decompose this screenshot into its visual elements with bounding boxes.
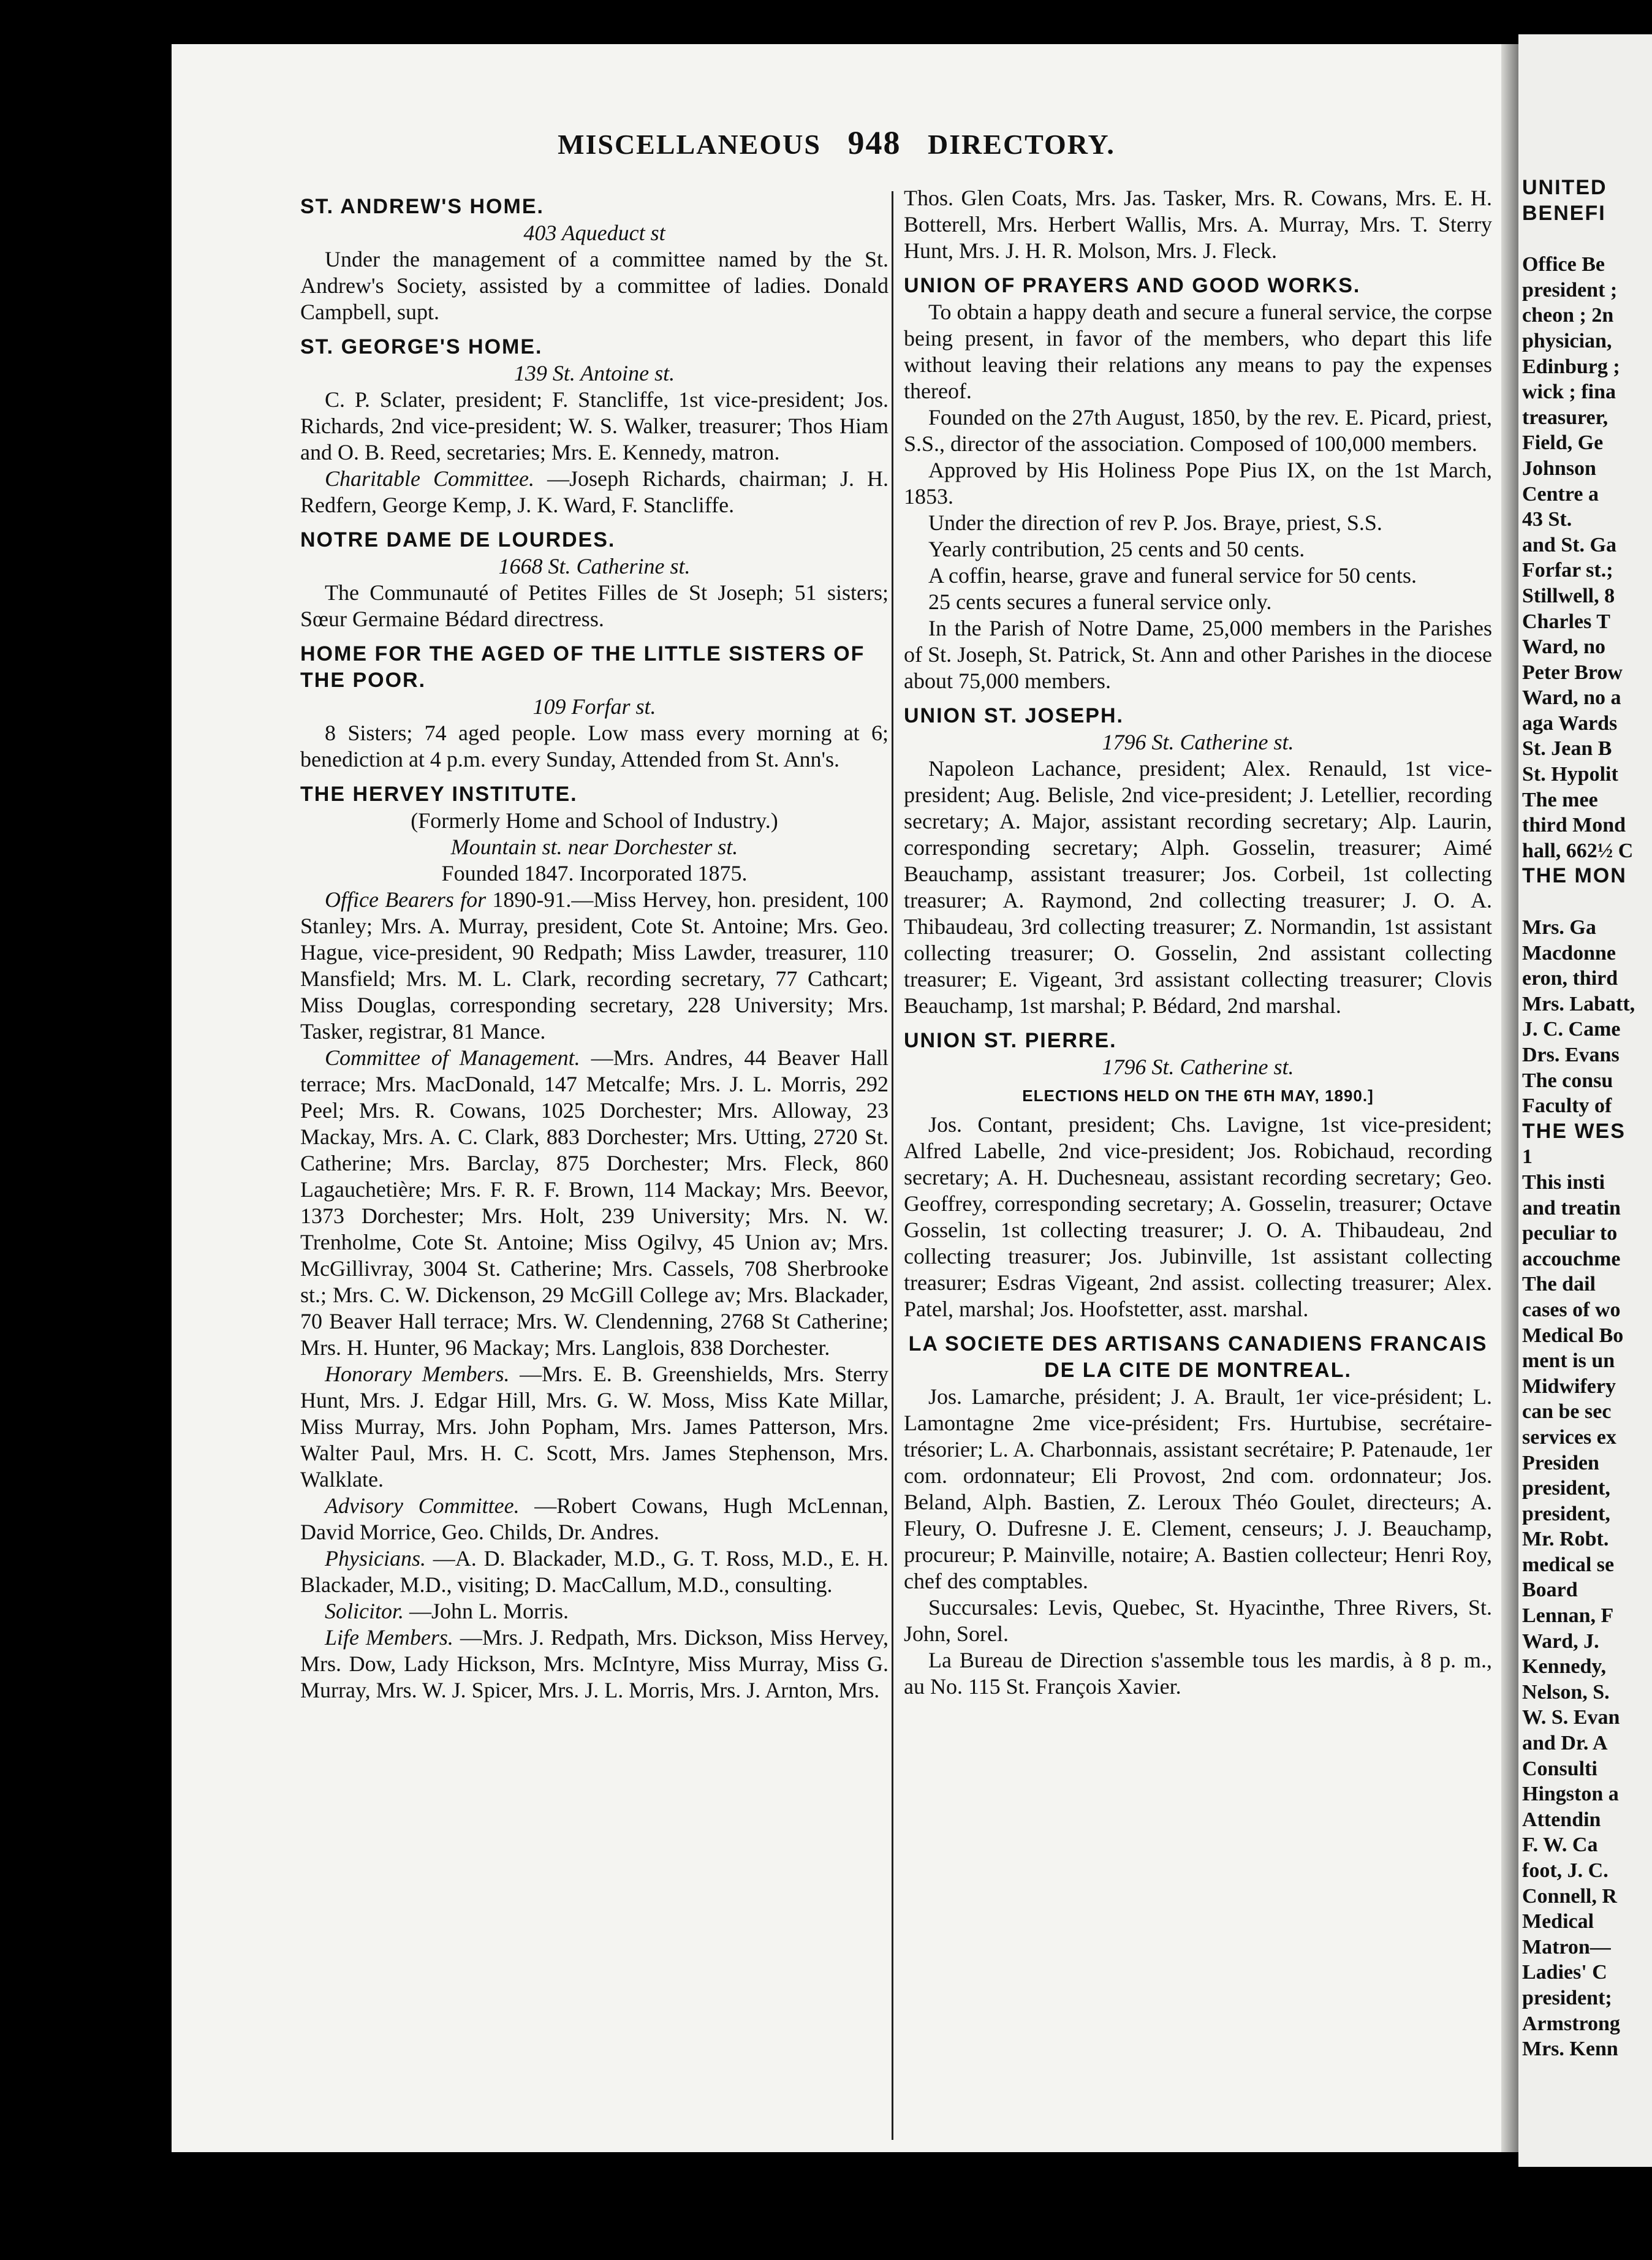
page-edge bbox=[1501, 44, 1518, 2152]
paragraph bbox=[904, 185, 1492, 264]
fragment-line: Edinburg ; bbox=[1522, 355, 1620, 378]
paragraph-text: Under the direction of rev P. Jos. Braye, priest, S.S. bbox=[928, 510, 1382, 535]
fragment-line: W. S. Evan bbox=[1522, 1706, 1620, 1729]
section-address bbox=[300, 694, 889, 720]
paragraph-text: Succursales: Levis, Quebec, St. Hyacinthe, Three Rivers, St. John, Sorel. bbox=[904, 1595, 1492, 1646]
paragraph bbox=[300, 246, 889, 325]
fragment-line: 1 bbox=[1522, 1145, 1533, 1169]
paragraph-text: 139 St. Antoine st. bbox=[513, 361, 675, 385]
centered-line bbox=[300, 860, 889, 887]
paragraph-text: C. P. Sclater, president; F. Stancliffe, 1st vice-president; Jos. Richards, 2nd vice-president; W. S. Walker, treasurer; Thos Hiam and O. B. Reed, secretaries; Mrs. E. Kennedy, matron. bbox=[300, 387, 889, 465]
paragraph-lead: Charitable Committee. bbox=[325, 466, 534, 491]
fragment-line: Presiden bbox=[1522, 1451, 1599, 1474]
fragment-line: UNITED bbox=[1522, 176, 1607, 199]
paragraph-text: —Mrs. J. Redpath, Mrs. Dickson, Miss Hervey, Mrs. Dow, Lady Hickson, Mrs. McIntyre, Miss Murray, Miss G. Murray, Mrs. W. J. Spicer, Mrs. J. L. Morris, Mrs. J. Arnton, Mrs. bbox=[300, 1625, 889, 1702]
section-address bbox=[904, 729, 1492, 756]
centered-line bbox=[300, 808, 889, 834]
fragment-line: Midwifery bbox=[1522, 1375, 1616, 1398]
paragraph-text: 1890-91.—Miss Hervey, hon. president, 100 Stanley; Mrs. A. Murray, president, Cote St. Antoine; Mrs. Geo. Hague, vice-president, 90 Redpath; Miss Lawder, treasurer, 110 Mansfield; Mrs. M. L. Clark, recording secretary, 77 Cathcart; Miss Douglas, corresponding secretary, 228 University; Mrs. Tasker, registrar, 81 Mance. bbox=[300, 887, 889, 1044]
paragraph bbox=[300, 1598, 889, 1625]
fragment-line: F. W. Ca bbox=[1522, 1833, 1598, 1857]
fragment-line: J. C. Came bbox=[1522, 1018, 1621, 1041]
fragment-line: Consulti bbox=[1522, 1757, 1597, 1780]
paragraph-text: ST. GEORGE'S HOME. bbox=[300, 335, 543, 358]
paragraph-text: La Bureau de Direction s'assemble tous les mardis, à 8 p. m., au No. 115 St. François Xavier. bbox=[904, 1648, 1492, 1699]
fragment-line: medical se bbox=[1522, 1553, 1615, 1576]
fragment-line: The consu bbox=[1522, 1069, 1613, 1092]
fragment-line: Nelson, S. bbox=[1522, 1680, 1610, 1704]
header-right: DIRECTORY. bbox=[927, 129, 1115, 160]
fragment-line: Armstrong bbox=[1522, 2012, 1620, 2035]
fragment-line: The mee bbox=[1522, 788, 1598, 811]
fragment-line: Peter Brow bbox=[1522, 661, 1623, 684]
paragraph-lead: Honorary Members. bbox=[325, 1362, 510, 1386]
left-column bbox=[300, 185, 889, 1704]
fragment-line: ment is un bbox=[1522, 1349, 1615, 1373]
fragment-line: Hingston a bbox=[1522, 1783, 1619, 1806]
page-number: 948 bbox=[847, 124, 901, 161]
fragment-line: Drs. Evans bbox=[1522, 1044, 1620, 1066]
fragment-line: This insti bbox=[1522, 1170, 1605, 1194]
section-heading bbox=[300, 194, 889, 220]
fragment-line: president, bbox=[1522, 1502, 1610, 1525]
fragment-line: peculiar to bbox=[1522, 1222, 1618, 1245]
paragraph-lead: Solicitor. bbox=[325, 1599, 404, 1623]
section-heading bbox=[904, 1331, 1492, 1384]
section-heading bbox=[300, 527, 889, 553]
fragment-line: Office Be bbox=[1522, 253, 1605, 276]
fragment-line: Ward, J. bbox=[1522, 1629, 1599, 1653]
paragraph bbox=[904, 510, 1492, 536]
paragraph bbox=[300, 720, 889, 773]
paragraph-text: NOTRE DAME DE LOURDES. bbox=[300, 528, 616, 552]
section-address bbox=[300, 553, 889, 580]
fragment-gap bbox=[1518, 889, 1652, 915]
fragment-line: hall, 662½ C bbox=[1522, 839, 1634, 862]
paragraph-lead: Physicians. bbox=[325, 1546, 426, 1571]
paragraph-text: 1796 St. Catherine st. bbox=[1102, 730, 1294, 754]
paragraph-text: UNION OF PRAYERS AND GOOD WORKS. bbox=[904, 274, 1361, 297]
fragment-line: Kennedy, bbox=[1522, 1655, 1606, 1678]
paragraph bbox=[904, 563, 1492, 589]
fragment-line: president; bbox=[1522, 1986, 1612, 2009]
paragraph-text: —Mrs. E. B. Greenshields, Mrs. Sterry Hunt, Mrs. J. Edgar Hill, Mrs. G. W. Moss, Miss Kate Millar, Miss Murray, Mrs. John Popham, Mrs. James Patterson, Mrs. Walter Paul, Mrs. H. C. Scott, Mrs. James Stephenson, Mrs. Walklate. bbox=[300, 1362, 889, 1492]
paragraph-text: To obtain a happy death and secure a funeral service, the corpse being present, in favor of the members, who depart this life without leaving their relations any means to pay the expenses thereof. bbox=[904, 300, 1492, 403]
section-heading bbox=[904, 703, 1492, 729]
paragraph bbox=[300, 887, 889, 1045]
paragraph-text: —John L. Morris. bbox=[409, 1599, 569, 1623]
paragraph bbox=[904, 457, 1492, 510]
paragraph-text: HOME FOR THE AGED OF THE LITTLE SISTERS OF THE POOR. bbox=[300, 642, 865, 692]
fragment-line: THE WES bbox=[1522, 1119, 1626, 1143]
paragraph-text: Jos. Lamarche, président; J. A. Brault, 1er vice-président; L. Lamontagne 2me vice-président; Frs. Hurtubise, secrétaire-trésorier; L. A. Charbonnais, assistant secrétaire; P. Patenaude, 1er com. ordonnateur; Eli Provost, 2nd com. ordonnateur; Jos. Beland, Alph. Bastien, Z. Leroux Théo Goulet, directeurs; A. Fleury, O. Dufresne J. E. Clement, censeurs; J. J. Beauchamp, procureur; P. Mainville, notaire; A. Bastien collecteur; Henri Roy, chef des comptables. bbox=[904, 1384, 1492, 1593]
fragment-line: Medical Bo bbox=[1522, 1324, 1624, 1347]
fragment-line: Mrs. Ga bbox=[1522, 916, 1596, 939]
paragraph bbox=[904, 299, 1492, 404]
fragment-line: Lennan, F bbox=[1522, 1604, 1614, 1628]
fragment-line: St. Hypolit bbox=[1522, 763, 1618, 786]
paragraph-text: In the Parish of Notre Dame, 25,000 members in the Parishes of St. Joseph, St. Patrick, St. Ann and other Parishes in the diocese about 75,000 members. bbox=[904, 616, 1492, 693]
paragraph-text: The Communauté of Petites Filles de St Joseph; 51 sisters; Sœur Germaine Bédard directress. bbox=[300, 580, 889, 631]
fragment-line: cheon ; 2n bbox=[1522, 304, 1614, 327]
fragment-line: Ward, no a bbox=[1522, 686, 1621, 710]
paragraph-text: 8 Sisters; 74 aged people. Low mass every morning at 6; benediction at 4 p.m. every Sunday, Attended from St. Ann's. bbox=[300, 721, 889, 772]
paragraph bbox=[904, 756, 1492, 1019]
paragraph-text: 403 Aqueduct st bbox=[523, 221, 665, 245]
paragraph bbox=[904, 404, 1492, 457]
fragment-line: Mrs. Kenn bbox=[1522, 2038, 1618, 2061]
paragraph-lead: Committee of Management. bbox=[325, 1045, 580, 1070]
fragment-line: Faculty of bbox=[1522, 1094, 1612, 1118]
paragraph bbox=[300, 1045, 889, 1361]
section-heading bbox=[300, 781, 889, 808]
section-address bbox=[904, 1054, 1492, 1080]
section-address bbox=[300, 834, 889, 860]
fragment-line: services ex bbox=[1522, 1425, 1616, 1449]
paragraph-text: Thos. Glen Coats, Mrs. Jas. Tasker, Mrs. R. Cowans, Mrs. E. H. Botterell, Mrs. Herbert Wallis, Mrs. A. Murray, Mrs. T. Sterry Hunt, Mrs. J. H. R. Molson, Mrs. J. Fleck. bbox=[904, 186, 1492, 263]
paragraph bbox=[300, 466, 889, 518]
paragraph-text: —Mrs. Andres, 44 Beaver Hall terrace; Mrs. MacDonald, 147 Metcalfe; Mrs. J. L. Morris, 292 Peel; Mrs. R. Cowans, 1025 Dorchester; Mrs. Alloway, 23 Mackay, Mrs. A. C. Clark, 883 Dorchester; Mrs. Utting, 2720 St. Catherine; Mrs. Barclay, 875 Dorchester; Mrs. Fleck, 860 Lagauchetière; Mrs. F. R. F. Brown, 114 Mackay; Mrs. Beevor, 1373 Dorchester; Mrs. Holt, 239 University; Mrs. N. W. Trenholme, Cote St. Antoine; Miss Ogilvy, 45 Union av; Mrs. McGillivray, 3004 St. Catherine; Mrs. Cassels, 708 Sherbrooke st.; Mrs. C. W. Dickenson, 29 McGill College av; Mrs. Blackader, 70 Beaver Hall terrace; Mrs. W. Clendenning, 2768 St Catherine; Mrs. H. Hunter, 96 Mackay; Mrs. Langlois, 838 Dorchester. bbox=[300, 1045, 889, 1360]
paragraph bbox=[904, 536, 1492, 563]
fragment-line: Forfar st.; bbox=[1522, 559, 1613, 582]
fragment-line: Charles T bbox=[1522, 610, 1610, 633]
fragment-line: Ward, no bbox=[1522, 635, 1606, 659]
fragment-line: Board bbox=[1522, 1579, 1578, 1602]
paragraph bbox=[300, 1493, 889, 1545]
fragment-line: aga Wards bbox=[1522, 711, 1618, 735]
paragraph bbox=[300, 387, 889, 466]
section-heading bbox=[904, 1028, 1492, 1054]
column-rule bbox=[892, 191, 893, 2140]
section-address bbox=[300, 360, 889, 387]
paragraph-text: Napoleon Lachance, president; Alex. Renauld, 1st vice-president; Aug. Belisle, 2nd vice-president; J. Letellier, recording secretary; A. Major, assistant recording secretary; Alp. Laurin, corresponding secretary; Alph. Gosselin, treasurer; Aimé Beauchamp, assistant treasurer; Jos. Corbeil, 1st collecting treasurer; A. Raymond, 2nd collecting treasurer; J. O. A. Thibaudeau, 3rd collecting treasurer; Z. Normandin, 1st assistant collecting treasurer; O. Gosselin, 2nd assistant collecting treasurer; E. Vigeant, 3rd assistant collecting treasurer; Clovis Beauchamp, 1st marshal; P. Bédard, 2nd marshal. bbox=[904, 756, 1492, 1018]
fragment-line: president ; bbox=[1522, 278, 1618, 301]
paragraph bbox=[904, 1647, 1492, 1700]
fragment-line: Attendin bbox=[1522, 1808, 1601, 1831]
fragment-line: and Dr. A bbox=[1522, 1732, 1608, 1755]
paragraph-lead: Life Members. bbox=[325, 1625, 453, 1650]
paragraph-text: 1668 St. Catherine st. bbox=[498, 554, 691, 578]
paragraph-text: —Robert Cowans, Hugh McLennan, David Morrice, Geo. Childs, Dr. Andres. bbox=[300, 1493, 889, 1544]
fragment-line: foot, J. C. bbox=[1522, 1859, 1608, 1882]
paragraph bbox=[904, 615, 1492, 694]
fragment-line: Matron— bbox=[1522, 1935, 1611, 1959]
fragment-line: Centre a bbox=[1522, 482, 1599, 506]
paragraph-text: Yearly contribution, 25 cents and 50 cents. bbox=[928, 537, 1305, 561]
paragraph-text: 1796 St. Catherine st. bbox=[1102, 1055, 1294, 1079]
directory-page bbox=[172, 44, 1501, 2152]
fragment-line: cases of wo bbox=[1522, 1298, 1621, 1321]
fragment-line: The dail bbox=[1522, 1273, 1596, 1296]
paragraph-text: LA SOCIETE DES ARTISANS CANADIENS FRANCAIS DE LA CITE DE MONTREAL. bbox=[908, 1332, 1488, 1382]
paragraph-text: ELECTIONS HELD ON THE 6TH MAY, 1890.] bbox=[1022, 1086, 1374, 1105]
paragraph-text: A coffin, hearse, grave and funeral service for 50 cents. bbox=[928, 563, 1417, 588]
fragment-line: THE MON bbox=[1522, 864, 1627, 888]
fragment-line: can be sec bbox=[1522, 1400, 1612, 1424]
header-left: MISCELLANEOUS bbox=[558, 129, 821, 160]
fragment-line: St. Jean B bbox=[1522, 737, 1612, 760]
paragraph bbox=[300, 1545, 889, 1598]
paragraph-text: UNION ST. JOSEPH. bbox=[904, 704, 1124, 727]
adjacent-page-fragment bbox=[1518, 34, 1652, 2167]
paragraph-text: Founded on the 27th August, 1850, by the rev. E. Picard, priest, S.S., director of the association. Composed of 100,000 members. bbox=[904, 405, 1492, 456]
paragraph-text: ST. ANDREW'S HOME. bbox=[300, 195, 544, 218]
paragraph bbox=[904, 1595, 1492, 1647]
fragment-gap bbox=[1518, 226, 1652, 252]
right-column bbox=[904, 185, 1492, 1700]
paragraph-text: Jos. Contant, president; Chs. Lavigne, 1st vice-president; Alfred Labelle, 2nd vice-president; Jos. Robichaud, recording secretary; A. H. Duchesneau, assistant recording secretary; Geo. Geoffrey, corresponding secretary; A. Gosselin, treasurer; Octave Gosselin, 1st collecting treasurer; J. O. A. Thibaudeau, 2nd collecting treasurer; Jos. Jubinville, 1st assistant collecting treasurer; Esdras Vigeant, 2nd assist. collecting treasurer; Alex. Patel, marshal; Jos. Hoofstetter, asst. marshal. bbox=[904, 1112, 1492, 1321]
fragment-line: Stillwell, 8 bbox=[1522, 584, 1615, 607]
fragment-line: and treatin bbox=[1522, 1196, 1621, 1219]
paragraph-text: Mountain st. near Dorchester st. bbox=[450, 835, 738, 859]
fragment-line: Ladies' C bbox=[1522, 1961, 1607, 1984]
fragment-line: third Mond bbox=[1522, 814, 1626, 837]
paragraph-text: UNION ST. PIERRE. bbox=[904, 1029, 1117, 1052]
section-address bbox=[300, 220, 889, 246]
fragment-line: Mr. Robt. bbox=[1522, 1528, 1609, 1551]
fragment-line: accouchme bbox=[1522, 1247, 1621, 1270]
paragraph-text: THE HERVEY INSTITUTE. bbox=[300, 783, 578, 806]
fragment-line: Medical bbox=[1522, 1910, 1594, 1933]
paragraph-text: 25 cents secures a funeral service only. bbox=[928, 590, 1272, 614]
fragment-line: wick ; fina bbox=[1522, 381, 1616, 404]
paragraph bbox=[904, 589, 1492, 615]
section-heading bbox=[300, 641, 889, 694]
paragraph-text: Founded 1847. Incorporated 1875. bbox=[441, 861, 748, 885]
paragraph-lead: Advisory Committee. bbox=[325, 1493, 520, 1518]
paragraph bbox=[300, 1625, 889, 1704]
fragment-line: eron, third bbox=[1522, 967, 1618, 990]
paragraph bbox=[904, 1384, 1492, 1595]
fragment-line: Mrs. Labatt, bbox=[1522, 992, 1635, 1015]
paragraph bbox=[300, 1361, 889, 1493]
paragraph-text: —Joseph Richards, chairman; J. H. Redfern, George Kemp, J. K. Ward, F. Stancliffe. bbox=[300, 466, 889, 517]
fragment-line: Macdonne bbox=[1522, 941, 1616, 965]
fragment-line: Johnson bbox=[1522, 457, 1596, 480]
paragraph bbox=[904, 1112, 1492, 1322]
section-heading bbox=[300, 334, 889, 360]
fragment-line: BENEFI bbox=[1522, 201, 1606, 225]
paragraph-text: 109 Forfar st. bbox=[532, 694, 656, 719]
fragment-line: Connell, R bbox=[1522, 1884, 1617, 1908]
paragraph-text: Under the management of a committee named by the St. Andrew's Society, assisted by a committee of ladies. Donald Campbell, supt. bbox=[300, 247, 889, 324]
page-header bbox=[172, 124, 1501, 162]
fragment-line: physician, bbox=[1522, 329, 1612, 352]
paragraph-text: (Formerly Home and School of Industry.) bbox=[411, 808, 778, 833]
paragraph-text: Approved by His Holiness Pope Pius IX, on the 1st March, 1853. bbox=[904, 458, 1492, 509]
paragraph bbox=[300, 580, 889, 632]
fragment-line: president, bbox=[1522, 1477, 1610, 1500]
fragment-line: 43 St. bbox=[1522, 508, 1572, 531]
fragment-line: Field, Ge bbox=[1522, 431, 1604, 455]
paragraph-text: —A. D. Blackader, M.D., G. T. Ross, M.D., E. H. Blackader, M.D., visiting; D. MacCallum, M.D., consulting. bbox=[300, 1546, 889, 1597]
paragraph-lead: Office Bearers for bbox=[325, 887, 487, 912]
section-heading bbox=[904, 273, 1492, 299]
fragment-line: treasurer, bbox=[1522, 406, 1608, 429]
fragment-line: and St. Ga bbox=[1522, 533, 1616, 556]
election-note bbox=[904, 1083, 1492, 1109]
